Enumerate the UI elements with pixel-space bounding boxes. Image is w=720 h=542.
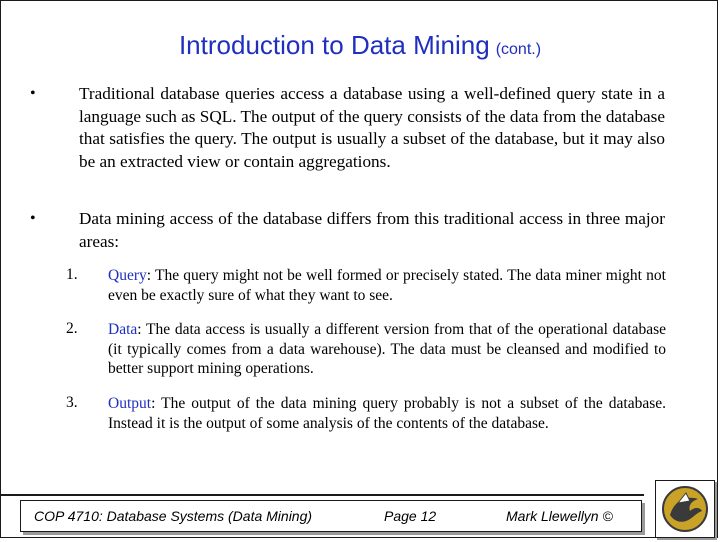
bullet-marker: • [30, 85, 36, 102]
item-text [108, 320, 666, 379]
item-description: : The query might not be well formed or precisely stated. The data miner might not even be exactly sure of what they want to see. [108, 267, 666, 304]
item-text [108, 266, 666, 305]
bullet-marker: • [30, 210, 36, 227]
item-term: Data [108, 321, 138, 338]
item-description: : The output of the data mining query probably is not a subset of the database. Instead it is the output of some analysis of the contents of the database. [108, 395, 666, 432]
footer-course: COP 4710: Database Systems (Data Mining) [34, 508, 313, 524]
pegasus-logo-icon [656, 481, 714, 537]
item-number: 3. [66, 394, 78, 411]
item-text [108, 394, 666, 433]
footer-page: Page 12 [384, 508, 437, 524]
item-number: 2. [66, 320, 78, 337]
item-description: : The data access is usually a different version from that of the operational database (it typically comes from a data warehouse). The data must be cleansed and modified to better support mining operations. [108, 321, 666, 377]
item-term: Query [108, 267, 147, 284]
bullet-text: Data mining access of the database differs from this traditional access in three major areas: [79, 209, 665, 251]
slide-title-suffix: (cont.) [495, 41, 542, 58]
footer-author: Mark Llewellyn © [506, 508, 613, 524]
item-number: 1. [66, 266, 78, 283]
item-term: Output [108, 395, 152, 412]
university-logo [655, 480, 715, 538]
bullet-text: Traditional database queries access a database using a well-defined query state in a language such as SQL. The output of the query consists of the data from the database that satisfies the query. The output is usually a subset of the database, but it may also be an extracted view or contain aggregations. [79, 84, 665, 171]
slide-title-main: Introduction to Data Mining [178, 30, 490, 60]
slide-title [0, 30, 720, 61]
